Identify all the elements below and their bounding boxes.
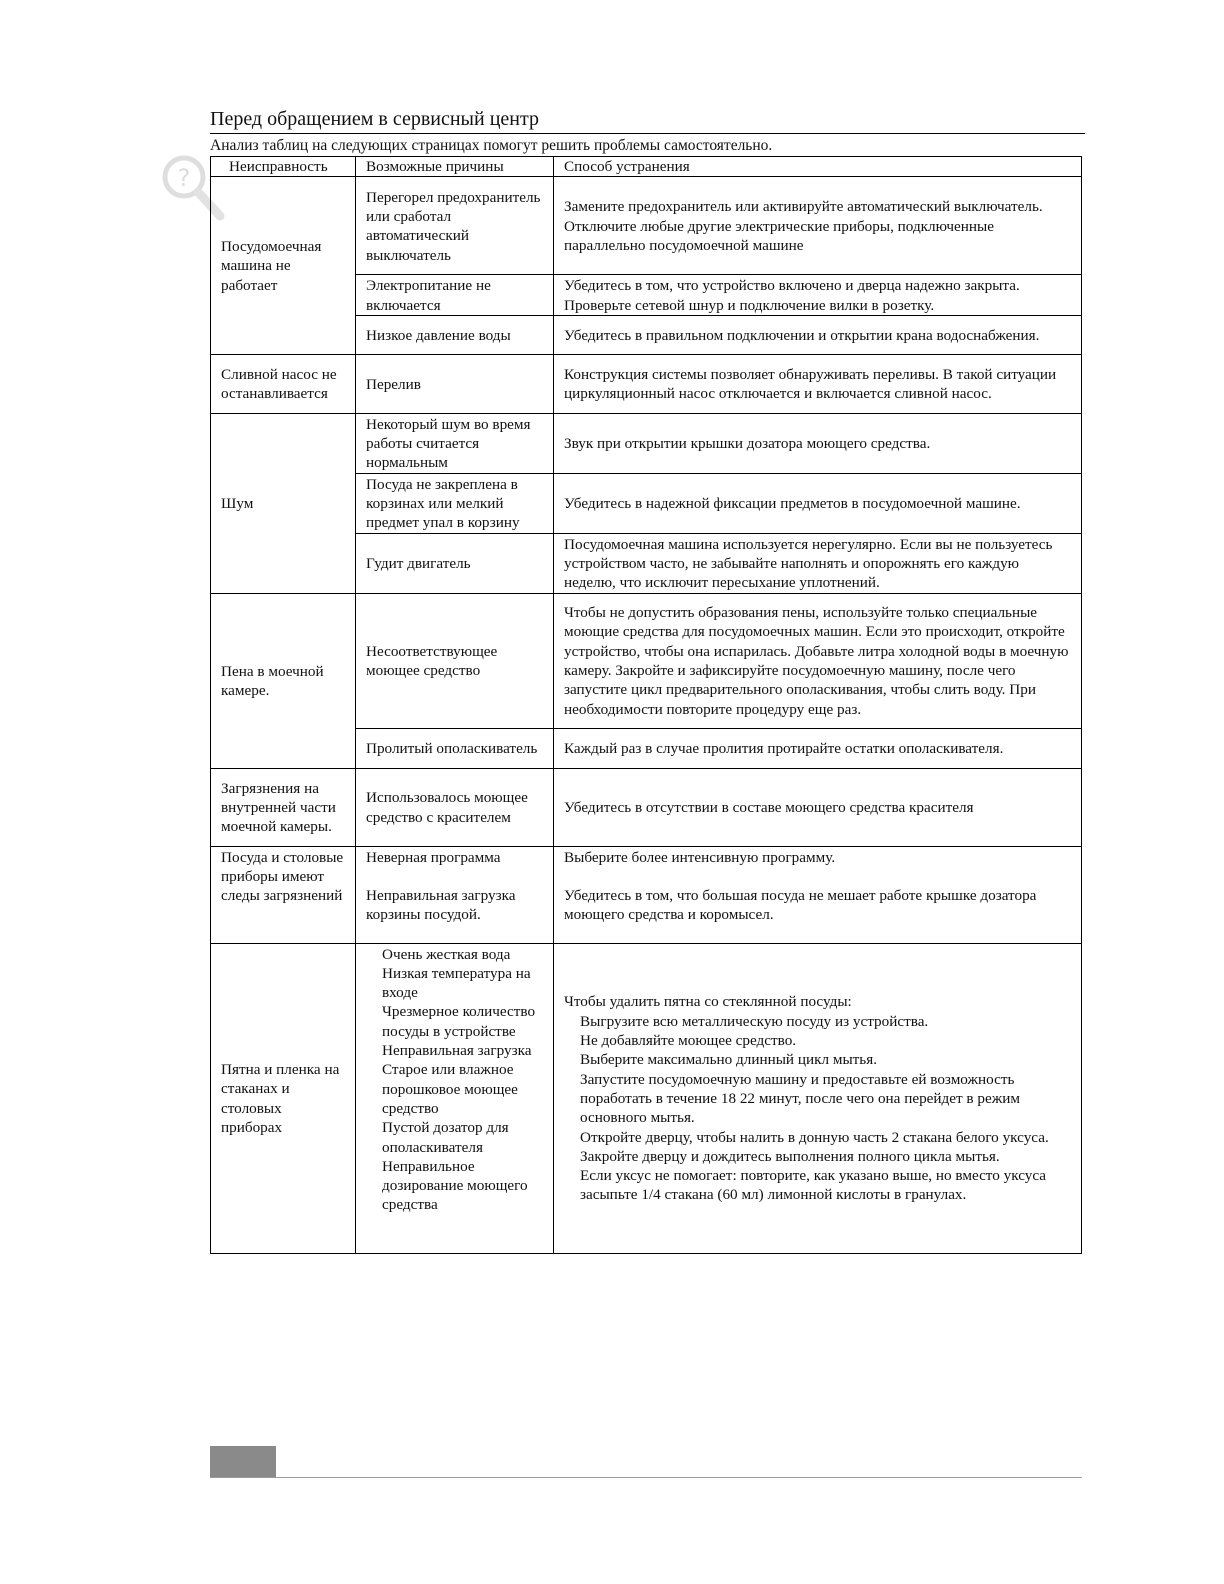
solution-cell: Посудомоечная машина используется нерегулярно. Если вы не пользуетесь устройством часто, не забывайте наполнять и опорожнять его каждую неделю, что исключит пересыхание уплотнений. [554, 533, 1082, 593]
svg-text:?: ? [177, 164, 191, 192]
solution-cell: Звук при открытии крышки дозатора моющего средства. [554, 413, 1082, 473]
page-number-tab [210, 1446, 276, 1478]
fault-cell: Шум [211, 413, 356, 593]
cause-cell: Некоторый шум во время работы считается нормальным [356, 413, 554, 473]
cause-cell: Перелив [356, 354, 554, 413]
solution-cell: Замените предохранитель или активируйте автоматический выключатель. Отключите любые другие электрические приборы, подключенные параллельно посудомоечной машине [554, 177, 1082, 275]
solution-list-item: Если уксус не помогает: повторите, как указано выше, но вместо уксуса засыпьте 1/4 стакана (60 мл) лимонной кислоты в гранулах. [580, 1167, 1047, 1204]
cause-cell: Несоответствующее моющее средство [356, 593, 554, 728]
cause-line: Неправильная загрузка корзины посудой. [366, 886, 516, 924]
solution-cell: Чтобы не допустить образования пены, используйте только специальные моющие средства для посудомоечных машин. Если это происходит, откройте устройство, чтобы она испарилась. Добавьте литра холодной воды в моечную камеру. Закройте и зафиксируйте посудомоечную машину, после чего запустите цикл предварительного ополаскивания, чтобы слить воду. При необходимости повторите процедуру еще раз. [554, 593, 1082, 728]
cause-cell: Гудит двигатель [356, 533, 554, 593]
table-row [211, 177, 1082, 275]
solution-list-item: Запустите посудомоечную машину и предоставьте ей возможность поработать в течение 18 22 минут, после чего она перейдет в режим основного мытья. [580, 1070, 1020, 1127]
page-subtitle: Анализ таблиц на следующих страницах помогут решить проблемы самостоятельно. [210, 137, 773, 154]
header-fault: Неисправность [211, 157, 356, 177]
solution-cell: Убедитесь в надежной фиксации предметов в посудомоечной машине. [554, 473, 1082, 533]
cause-cell: Электропитание не включается [356, 275, 554, 316]
cause-list-item: Чрезмерное количество посуды в устройстве [382, 1003, 536, 1040]
fault-cell: Посуда и столовые приборы имеют следы загрязнений [211, 846, 356, 943]
cause-cell [356, 846, 554, 943]
cause-list-cell [356, 943, 554, 1253]
solution-line: Выберите более интенсивную программу. [564, 848, 836, 866]
table-row [211, 413, 1082, 473]
fault-cell: Посудомоечная машина не работает [211, 177, 356, 355]
fault-cell: Пена в моечной камере. [211, 593, 356, 768]
table-row [211, 768, 1082, 846]
solution-list-cell [554, 943, 1082, 1253]
table-row [211, 846, 1082, 943]
fault-cell: Загрязнения на внутренней части моечной камеры. [211, 768, 356, 846]
fault-cell: Сливной насос не останавливается [211, 354, 356, 413]
table-row [211, 354, 1082, 413]
header-causes: Возможные причины [356, 157, 554, 177]
solution-list-item: Закройте дверцу и дождитесь выполнения полного цикла мытья. [580, 1147, 1000, 1165]
solution-cell: Конструкция системы позволяет обнаруживать переливы. В такой ситуации циркуляционный насос отключается и включается сливной насос. [554, 354, 1082, 413]
solution-intro: Чтобы удалить пятна со стеклянной посуды: [564, 993, 852, 1011]
fault-cell: Пятна и пленка на стаканах и столовых приборах [211, 943, 356, 1253]
footer-divider [210, 1477, 1082, 1478]
cause-cell: Низкое давление воды [356, 315, 554, 354]
troubleshooting-table [210, 156, 1082, 1254]
page-title: Перед обращением в сервисный центр [210, 106, 1085, 134]
solution-line: Убедитесь в том, что большая посуда не мешает работе крышке дозатора моющего средства и коромысел. [564, 886, 1037, 924]
solution-list-item: Выберите максимально длинный цикл мытья. [580, 1051, 878, 1069]
cause-cell: Пролитый ополаскиватель [356, 728, 554, 768]
solution-list-item: Откройте дверцу, чтобы налить в донную часть 2 стакана белого уксуса. [580, 1128, 1049, 1146]
header-solution: Способ устранения [554, 157, 1082, 177]
cause-cell: Посуда не закреплена в корзинах или мелкий предмет упал в корзину [356, 473, 554, 533]
table-row [211, 593, 1082, 728]
cause-list-item: Неправильная загрузка [382, 1042, 532, 1060]
cause-cell: Использовалось моющее средство с красителем [356, 768, 554, 846]
cause-line: Неверная программа [366, 848, 501, 866]
cause-list-item: Пустой дозатор для ополаскивателя [382, 1119, 509, 1156]
solution-list-item: Выгрузите всю металлическую посуду из устройства. [580, 1012, 929, 1030]
cause-list-item: Старое или влажное порошковое моющее средство [382, 1061, 518, 1117]
solution-cell [554, 846, 1082, 943]
cause-list-item: Очень жесткая вода [382, 945, 511, 963]
solution-list-item: Не добавляйте моющее средство. [580, 1032, 797, 1050]
solution-cell: Убедитесь в том, что устройство включено и дверца надежно закрыта. Проверьте сетевой шнур и подключение вилки в розетку. [554, 275, 1082, 316]
cause-cell: Перегорел предохранитель или сработал автоматический выключатель [356, 177, 554, 275]
cause-list-item: Низкая температура на входе [382, 964, 531, 1002]
table-row [211, 943, 1082, 1253]
solution-cell: Убедитесь в отсутствии в составе моющего средства красителя [554, 768, 1082, 846]
solution-cell: Убедитесь в правильном подключении и открытии крана водоснабжения. [554, 315, 1082, 354]
solution-cell: Каждый раз в случае пролития протирайте остатки ополаскивателя. [554, 728, 1082, 768]
table-header-row [211, 157, 1082, 177]
cause-list-item: Неправильное дозирование моющего средства [382, 1157, 528, 1214]
